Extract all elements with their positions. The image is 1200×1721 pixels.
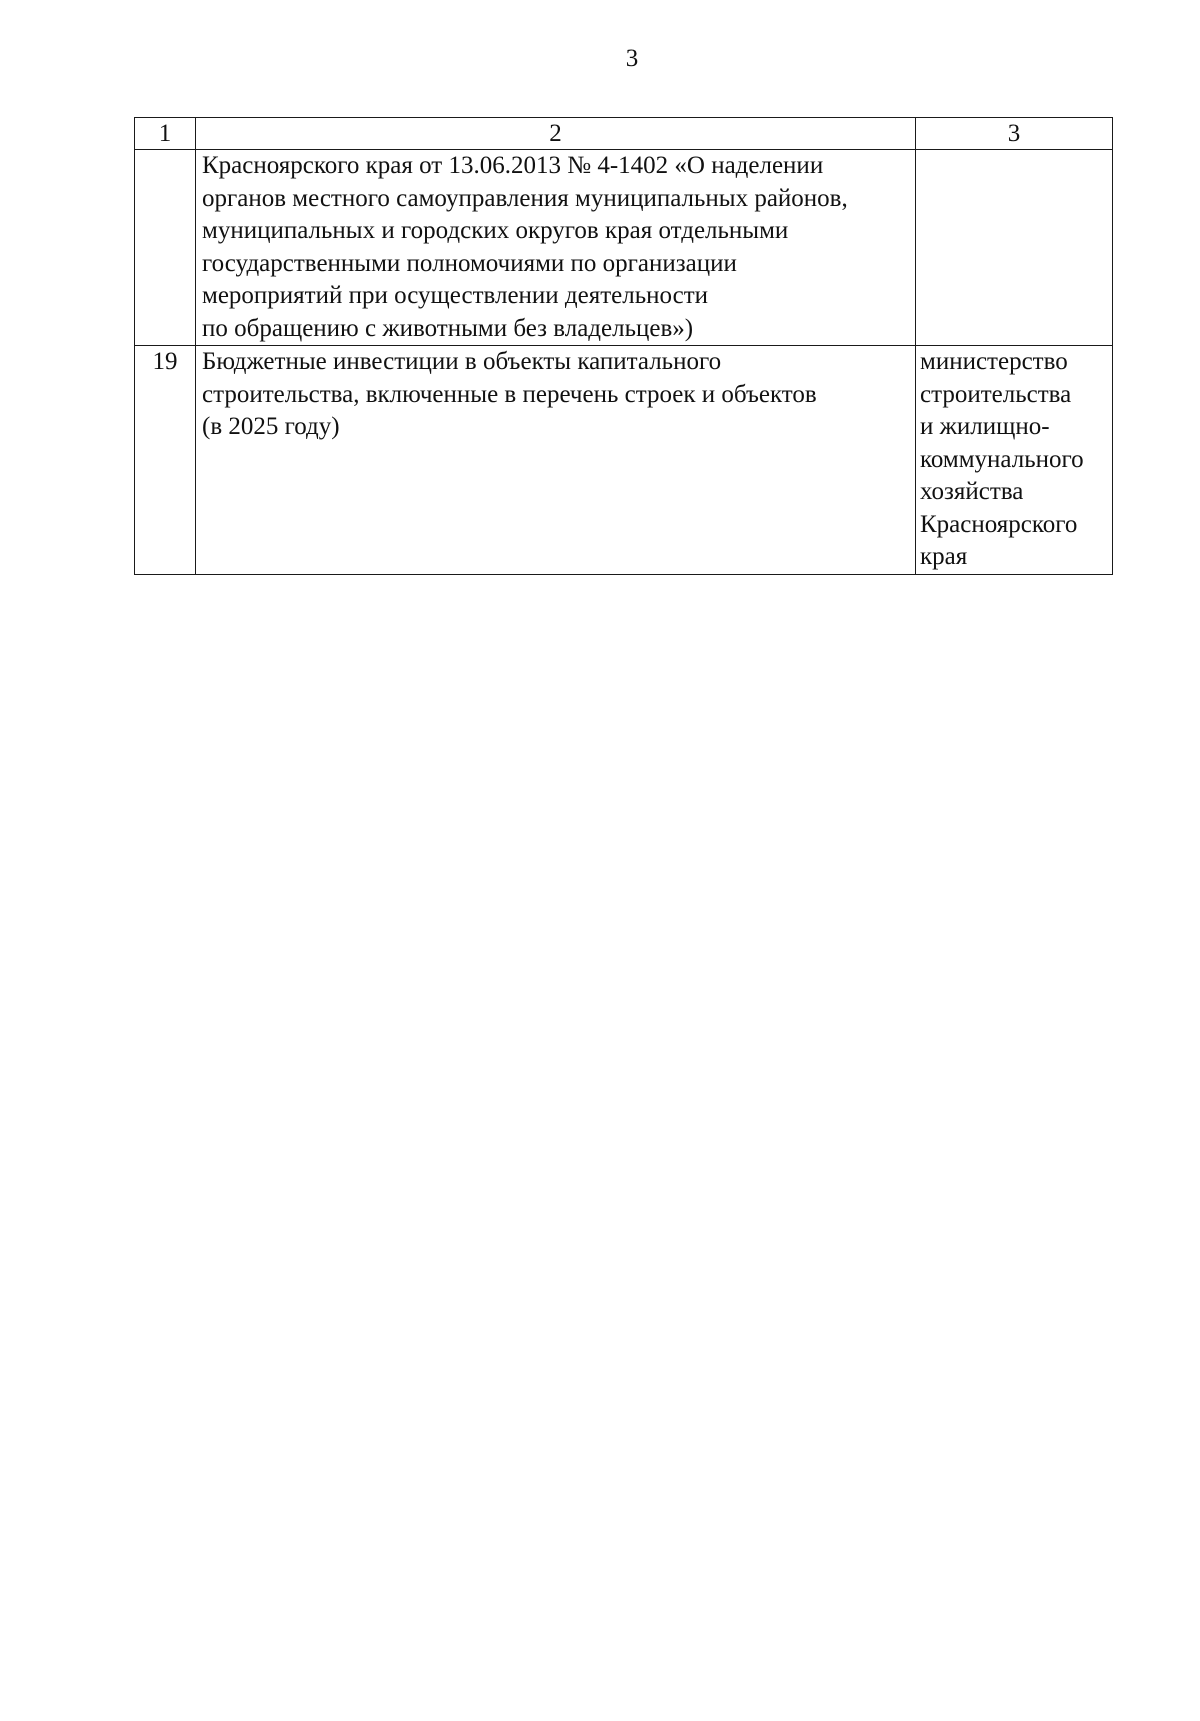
description-line: мероприятий при осуществлении деятельности [202, 282, 709, 309]
description-line: Красноярского края от 13.06.2013 № 4-1402 «О наделении [202, 152, 824, 179]
responsible-line: министерство [920, 348, 1068, 375]
header-cell-col-3: 3 [916, 118, 1113, 150]
description-line: Бюджетные инвестиции в объекты капитального [202, 348, 722, 375]
row-responsible-cell [916, 150, 1113, 346]
row-description-cell [196, 346, 916, 575]
responsible-line: строительства [920, 380, 1072, 408]
description-line: органов местного самоуправления муниципальных районов, [202, 184, 848, 212]
responsible-line: края [920, 543, 968, 570]
responsible-line: коммунального [920, 445, 1084, 473]
row-number-cell [135, 150, 196, 346]
row-number-cell: 19 [135, 346, 196, 575]
description-line: (в 2025 году) [202, 413, 340, 440]
responsible-line: хозяйства [920, 478, 1024, 505]
row-description-cell [196, 150, 916, 346]
table-header-row [135, 118, 1113, 150]
header-cell-col-1: 1 [135, 118, 196, 150]
responsible-line: и жилищно- [920, 413, 1050, 440]
page-number: 3 [625, 45, 639, 72]
header-cell-col-2: 2 [196, 118, 916, 150]
description-line: по обращению с животными без владельцев») [202, 314, 694, 342]
table-row [135, 150, 1113, 346]
description-line: государственными полномочиями по организации [202, 249, 737, 277]
responsible-line: Красноярского [920, 510, 1078, 538]
row-responsible-cell [916, 346, 1113, 575]
description-line: строительства, включенные в перечень строек и объектов [202, 380, 817, 408]
allocation-table [134, 117, 1113, 575]
table-row [135, 346, 1113, 575]
description-line: муниципальных и городских округов края отдельными [202, 217, 789, 244]
